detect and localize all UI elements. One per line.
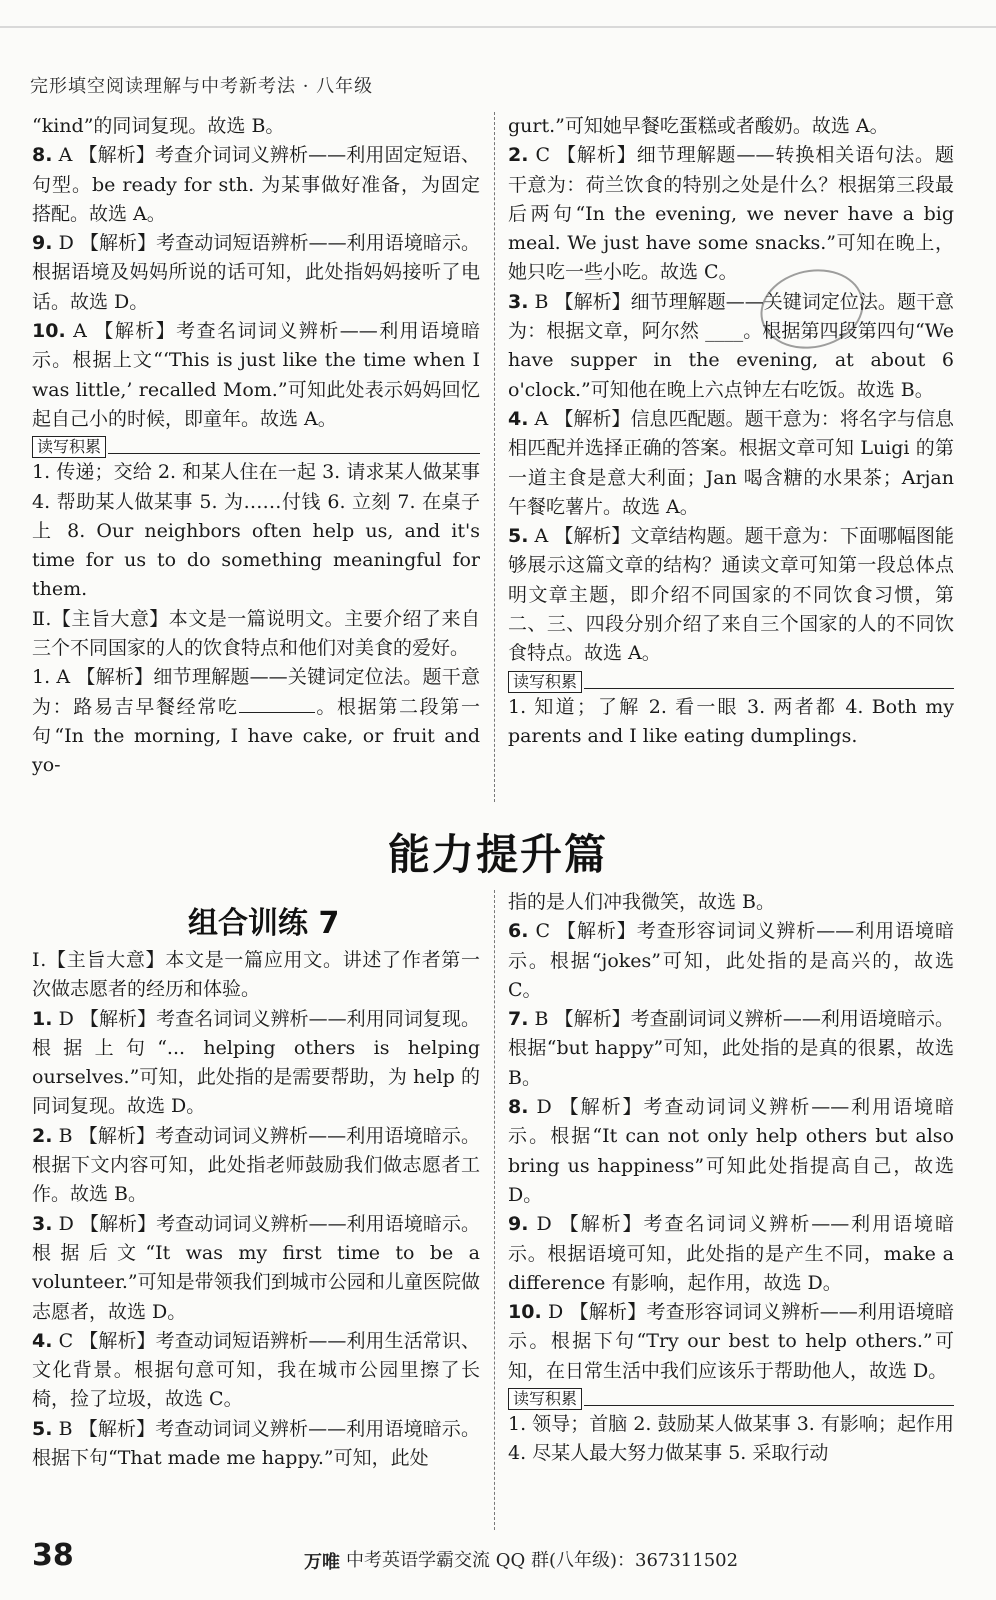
rw-answers-1: 1. 传递；交给 2. 和某人住在一起 3. 请求某人做某事 4. 帮助某人做某事 5. 为……付钱 6. 立刻 7. 在桌子上 8. Our neighbors often help us, and it's time for us to do something meaningful for them.	[32, 461, 480, 601]
bottom-right-answer-item	[508, 888, 954, 917]
top-left-column	[32, 112, 480, 781]
reading-writing-header-3	[508, 1388, 954, 1410]
answer-text: D 【解析】考查名词词义辨析——利用语境暗示。根据语境可知，此处指的是产生不同，make a difference 有影响，起作用，故选 D。	[508, 1213, 954, 1294]
bottom-left-answer-item	[32, 1327, 480, 1415]
top-right-answer-item	[508, 405, 954, 522]
bottom-left-answer-item	[32, 1415, 480, 1474]
bottom-right-column	[508, 888, 954, 1469]
answer-text: A 【解析】信息匹配题。题干意为：将名字与信息相匹配并选择正确的答案。根据文章可知 Luigi 的第一道主食是意大利面；Jan 喝含糖的水果茶；Arjan 午餐吃薯片。故选 A。	[508, 407, 954, 518]
bottom-right-answer-item	[508, 917, 954, 1005]
answer-number: 3.	[508, 290, 529, 313]
running-header: 完形填空阅读理解与中考新考法 · 八年级	[30, 76, 374, 97]
group-title: 组合训练 7	[188, 906, 340, 941]
answer-number: 2.	[32, 1124, 53, 1147]
bottom-right-answer-item	[508, 1093, 954, 1210]
answer-number: 5.	[508, 525, 529, 548]
answer-number: 5.	[32, 1417, 53, 1440]
top-left-answer-item	[32, 317, 480, 434]
bottom-left-answer-item	[32, 1122, 480, 1210]
main-idea-2: Ⅱ.【主旨大意】本文是一篇说明文。主要介绍了来自三个不同国家的人的饮食特点和他们对美食的爱好。	[32, 607, 480, 660]
answer-text: B 【解析】考查副词词义辨析——利用语境暗示。根据“but happy”可知，此处指的是真的很累，故选 B。	[508, 1008, 954, 1089]
answer-text: B 【解析】考查动词词义辨析——利用语境暗示。根据下文内容可知，此处指老师鼓励我们做志愿者工作。故选 B。	[32, 1124, 480, 1206]
column-divider-bottom	[494, 890, 495, 1530]
main-idea-g7: Ⅰ.【主旨大意】本文是一篇应用文。讲述了作者第一次做志愿者的经历和体验。	[32, 949, 480, 1001]
answer-number: 9.	[32, 232, 53, 255]
answer-number: 2.	[508, 144, 529, 167]
rw-tag-3: 读写积累	[508, 1388, 582, 1410]
answer-text: “kind”的同词复现。故选 B。	[32, 115, 285, 137]
bottom-right-answer-item	[508, 1005, 954, 1093]
reading-writing-header-2	[508, 671, 954, 693]
footer-text: 中考英语学霸交流 QQ 群(八年级)：367311502	[346, 1550, 739, 1571]
rw-answers-3: 1. 领导；首脑 2. 鼓励某人做某事 3. 有影响；起作用 4. 尽某人最大努力做某事 5. 采取行动	[508, 1413, 954, 1465]
answer-text: B 【解析】细节理解题——关键词定位法。题干意为：根据文章，阿尔然 ____。根据第四段第四句“We have supper in the evening, at about 6 o'clock.”可知他在晚上六点钟左右吃饭。故选 B。	[508, 290, 954, 401]
answer-number: 9.	[508, 1213, 529, 1236]
section-title: 能力提升篇	[387, 830, 608, 879]
top-left-answer-item	[32, 141, 480, 229]
answer-text: gurt.”可知她早餐吃蛋糕或者酸奶。故选 A。	[508, 115, 889, 137]
answer-text: C 【解析】细节理解题——转换相关语句法。题干意为：荷兰饮食的特别之处是什么？根据第三段最后两句“In the evening, we never have a big meal. We just have some snacks.”可知在晚上，她只吃一些小吃。故选 C。	[508, 144, 954, 284]
answer-number: 8.	[32, 144, 53, 167]
bottom-right-answer-item	[508, 1298, 954, 1386]
answer-text: D 【解析】考查名词词义辨析——利用同词复现。根据上句“... helping others is helping ourselves.”可知，此处指的是需要帮助，为 help 的同词复现。故选 D。	[32, 1007, 480, 1118]
rw-tag: 读写积累	[32, 436, 106, 458]
answer-number: 4.	[508, 407, 529, 430]
answer-number: 8.	[508, 1096, 529, 1119]
bottom-right-answer-item	[508, 1210, 954, 1298]
answer-number: 4.	[32, 1329, 53, 1352]
answer-text: D 【解析】考查动词词义辨析——利用语境暗示。根据后文“It was my first time to be a volunteer.”可知是带领我们到城市公园和儿童医院做志愿者，故选 D。	[32, 1212, 480, 1323]
answer-number: 10.	[508, 1301, 542, 1324]
bottom-left-answer-item	[32, 1005, 480, 1122]
answer-number: 7.	[508, 1008, 529, 1031]
column-divider-top	[494, 112, 495, 802]
answer-blank	[239, 696, 315, 713]
rw-tag-2: 读写积累	[508, 671, 582, 693]
bottom-left-answer-item	[32, 1210, 480, 1327]
q2-1: 1. A 【解析】细节理解题——关键词定位法。题干意为：路易吉早餐经常吃 。根据第二段第一句“In the morning, I have cake, or fruit and yo-	[32, 666, 480, 777]
answer-number: 1.	[32, 1007, 53, 1030]
answer-text: B 【解析】考查动词词义辨析——利用语境暗示。根据下句“That made me happy.”可知，此处	[32, 1417, 480, 1470]
top-right-answer-item	[508, 522, 954, 668]
answer-text: A 【解析】考查介词词义辨析——利用固定短语、句型。be ready for sth. 为某事做好准备，为固定搭配。故选 A。	[32, 144, 480, 225]
top-right-answer-item	[508, 141, 954, 287]
top-right-column	[508, 112, 954, 751]
page-number: 38	[32, 1538, 74, 1573]
top-left-answer-item	[32, 229, 480, 317]
answer-text: D 【解析】考查动词短语辨析——利用语境暗示。根据语境及妈妈所说的话可知，此处指妈妈接听了电话。故选 D。	[32, 232, 480, 313]
answer-text: D 【解析】考查动词词义辨析——利用语境暗示。根据“It can not only help others but also bring us happiness”可知此处指提高自己，故选 D。	[508, 1096, 954, 1206]
header-rule	[0, 26, 996, 28]
answer-text: D 【解析】考查形容词词义辨析——利用语境暗示。根据下句“Try our best to help others.”可知，在日常生活中我们应该乐于帮助他人，故选 D。	[508, 1301, 954, 1382]
answer-text: C 【解析】考查动词短语辨析——利用生活常识、文化背景。根据句意可知，我在城市公园里擦了长椅，捡了垃圾，故选 C。	[32, 1329, 480, 1411]
brand-logo: 万唯	[304, 1552, 340, 1573]
answer-text: A 【解析】考查名词词义辨析——利用语境暗示。根据上文“‘This is just like the time when I was little,’ recalled Mom.”可知此处表示妈妈回忆起自己小的时候，即童年。故选 A。	[32, 320, 481, 430]
bottom-left-column	[32, 946, 480, 1473]
answer-text: 指的是人们冲我微笑，故选 B。	[508, 891, 776, 913]
answer-text: A 【解析】文章结构题。题干意为：下面哪幅图能够展示这篇文章的结构？通读文章可知第一段总体点明文章主题，即介绍不同国家的不同饮食习惯，第二、三、四段分别介绍了来自三个国家的人的不同饮食特点。故选 A。	[508, 525, 954, 665]
answer-number: 6.	[508, 920, 529, 943]
top-right-answer-item	[508, 288, 954, 405]
rw-answers-2: 1. 知道；了解 2. 看一眼 3. 两者都 4. Both my parents and I like eating dumplings.	[508, 695, 954, 747]
answer-number: 3.	[32, 1212, 53, 1235]
top-left-answer-item	[32, 112, 480, 141]
answer-number: 10.	[32, 320, 66, 343]
top-right-answer-item	[508, 112, 954, 141]
answer-text: C 【解析】考查形容词词义辨析——利用语境暗示。根据“jokes”可知，此处指的是高兴的，故选 C。	[508, 920, 954, 1001]
reading-writing-header	[32, 436, 480, 458]
